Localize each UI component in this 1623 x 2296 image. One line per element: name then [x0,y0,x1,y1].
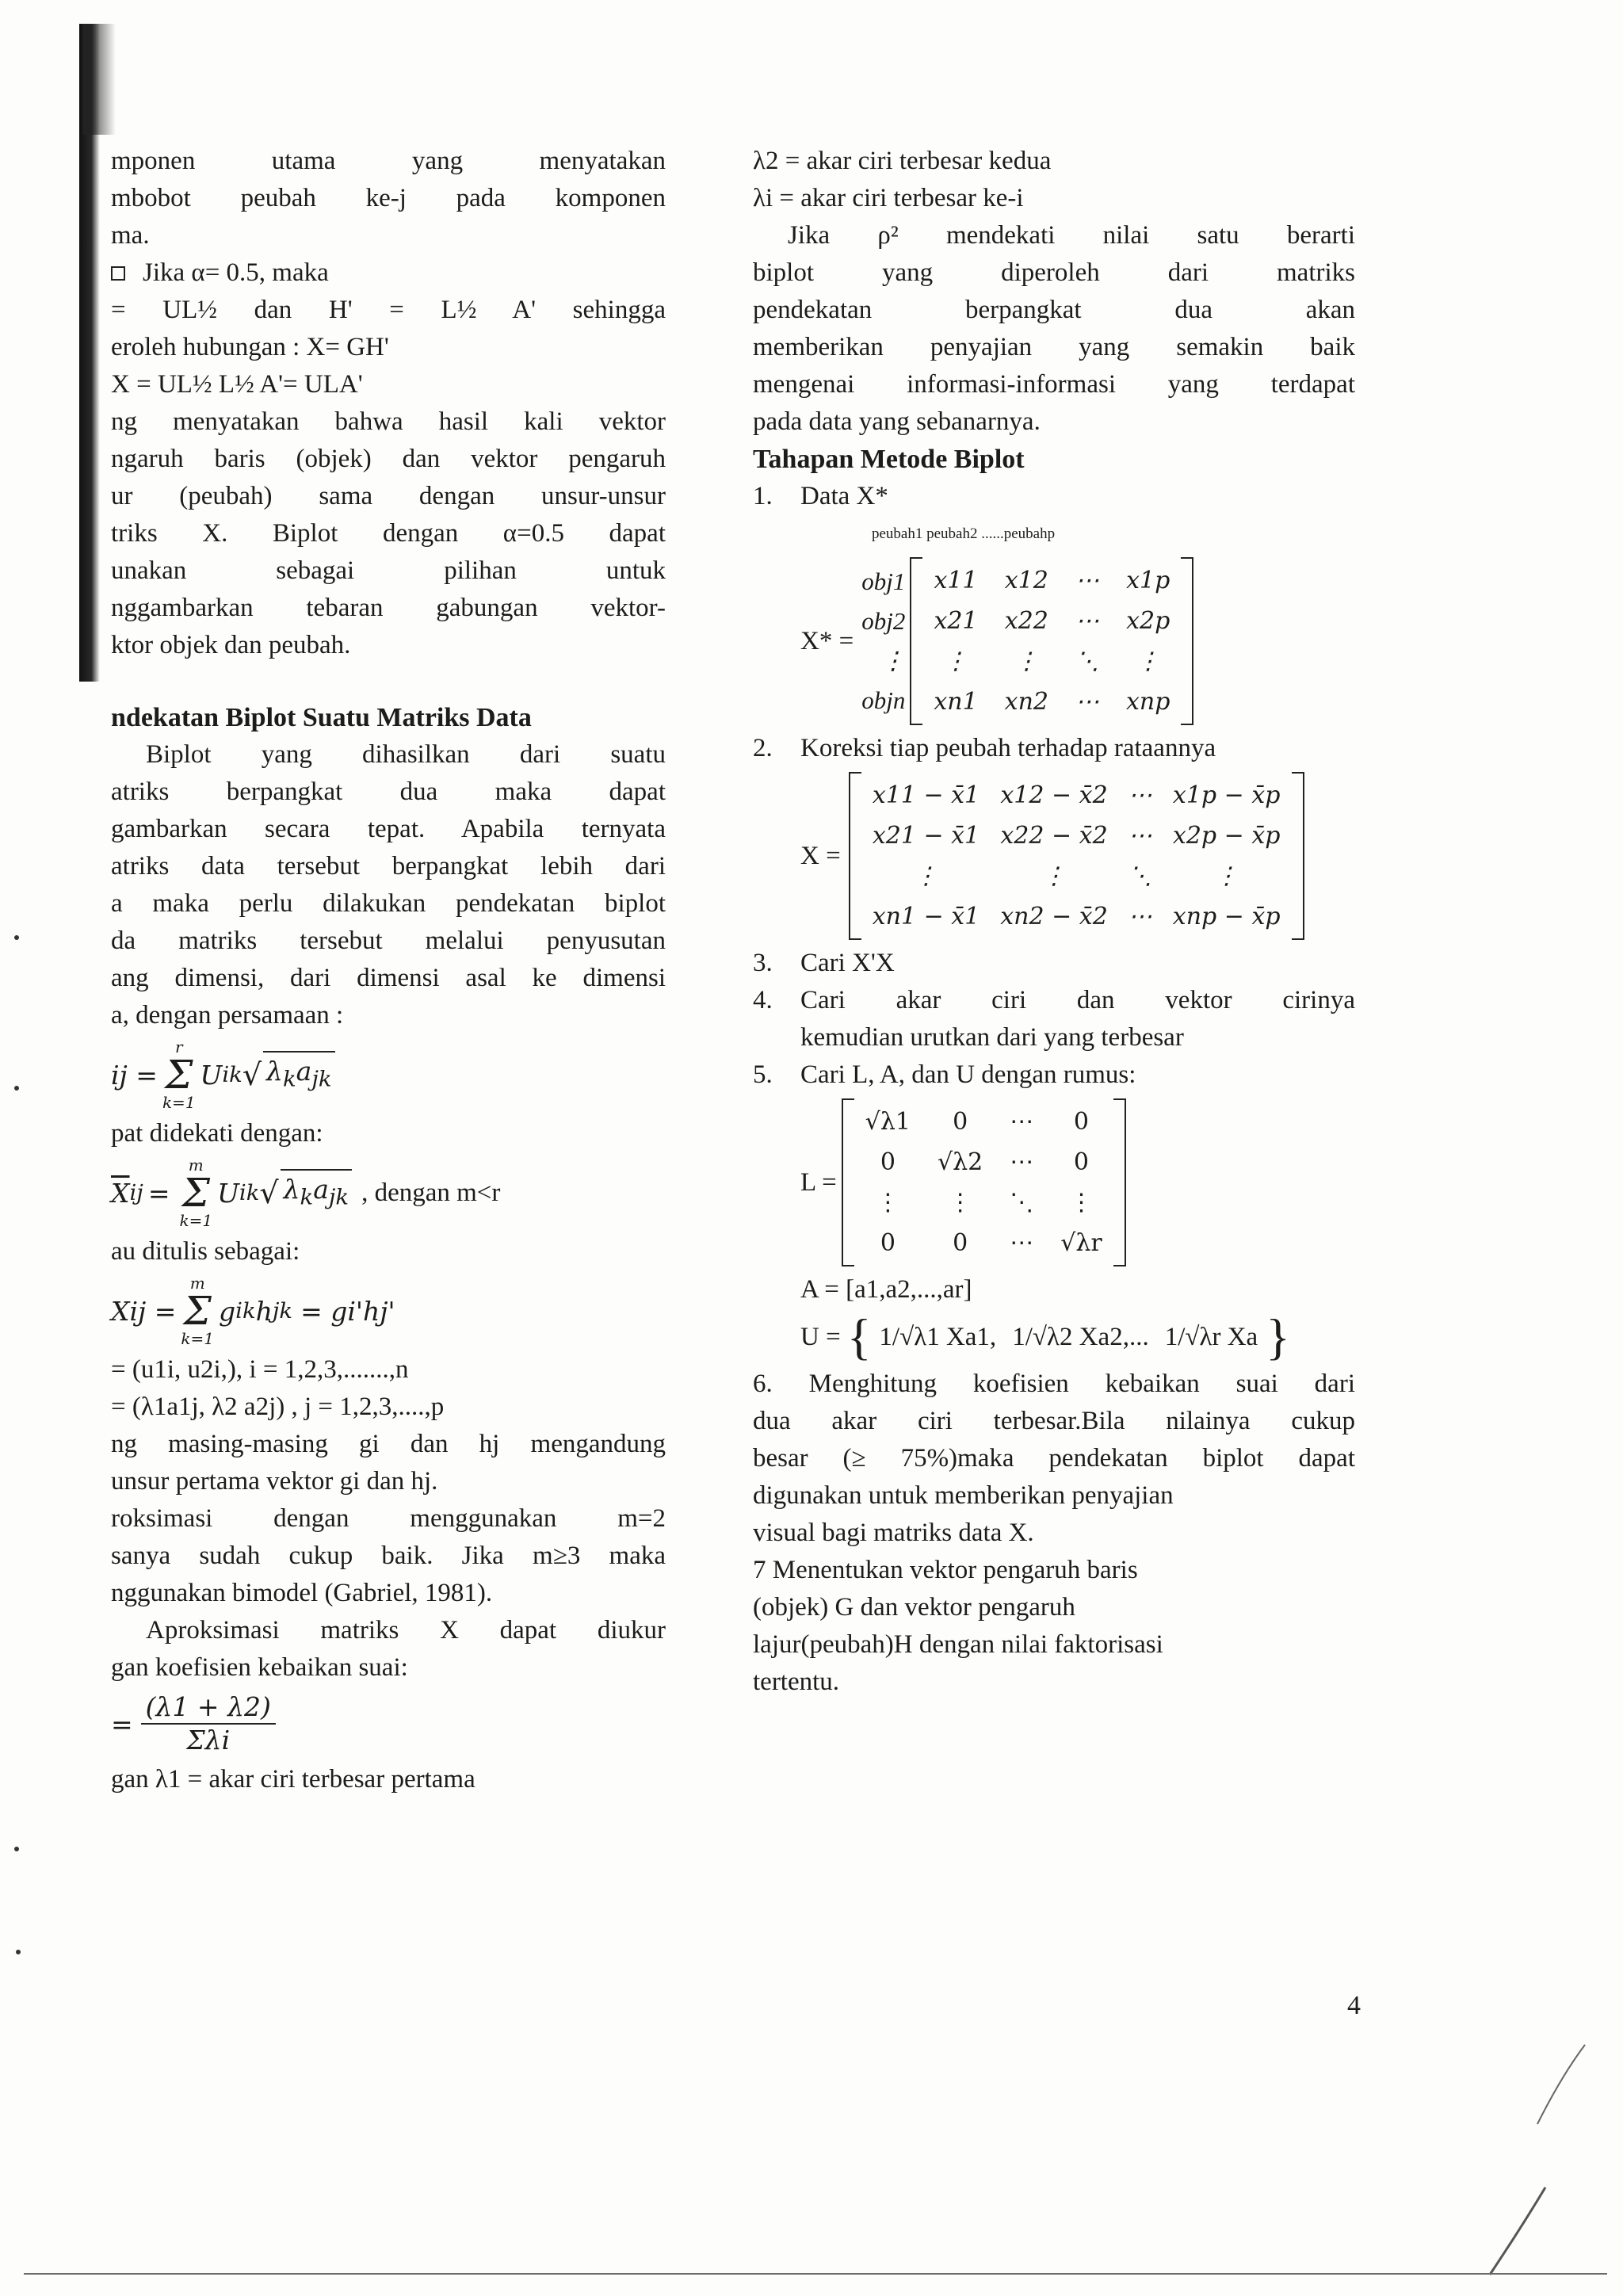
text-line: ma. [111,221,150,250]
scan-speck [14,935,19,940]
step-1: 1. Data X* [753,482,888,510]
equation-a: A = [a1,a2,...,ar] [800,1275,972,1304]
text-line: visual bagi matriks data X. [753,1519,1034,1547]
text-line: mponen utama yang menyatakan [111,147,666,175]
scan-speck [14,1086,19,1091]
text-line: = (λ1a1j, λ2 a2j) , j = 1,2,3,....,p [111,1392,445,1421]
scan-pen-mark [1426,2029,1601,2290]
matrix-x-block: X = x11 − x̄1 x12 − x̄2 ⋯ x1p − x̄p x21 − x̄1 x22 − x̄2 ⋯ x2p − x̄p ⋮ ⋮ ⋱ ⋮ xn1 − x̄1 xn2 − x̄2 ⋯ xnp − x̄p [800,772,1355,940]
step-3: 3. Cari X'X [753,949,895,977]
text-line: nggunakan bimodel (Gabriel, 1981). [111,1579,493,1607]
text-line: pada data yang sebanarnya. [753,407,1041,436]
text-line: Jika ρ² mendekati nilai satu berarti [788,221,1355,250]
section-heading: Tahapan Metode Biplot [753,445,1025,474]
text-line: besar (≥ 75%)maka pendekatan biplot dapat [753,1444,1355,1473]
equation-xij-approx: $\overline{X}$ ij = m Σ k=1 U ik √ $\lambda_ka_{jk}$ , dengan m<r [111,1156,501,1230]
text-line: a maka perlu dilakukan pendekatan biplot [111,889,666,918]
text-line: unsur pertama vektor gi dan hj. [111,1467,438,1496]
text-line: gambarkan secara tepat. Apabila ternyata [111,815,666,843]
scan-edge-line [24,2273,1607,2275]
paragraph-approximation [111,774,666,1034]
matrix-l-block: L = √λ1 0 ⋯ 0 0 √λ2 ⋯ 0 ⋮ ⋮ ⋱ ⋮ 0 0 ⋯ √λr [800,1098,1355,1266]
text-line: roksimasi dengan menggunakan m=2 [111,1504,666,1533]
matrix-row-labels: obj1 obj2 ⋮ objn [861,567,906,714]
step-2: 2. Koreksi tiap peubah terhadap rataannya [753,734,1216,762]
step-6 [753,1366,1355,1552]
text-line: da matriks tersebut melalui penyusutan [111,926,666,955]
text-line: ng masing-masing gi dan hj mengandung [111,1430,666,1458]
text-line: λ2 = akar ciri terbesar kedua [753,147,1052,175]
text-line: a, dengan persamaan : [111,1001,344,1030]
equation-gh: Xij = m Σ k=1 g ik h jk = gi'hj' [111,1274,395,1348]
sum-symbol: m Σ k=1 [181,1274,215,1348]
text-line: 6. Menghitung koefisien kebaikan suai dari [753,1370,1355,1398]
sum-symbol: m Σ k=1 [179,1156,213,1230]
text-line: digunakan untuk memberikan penyajian [753,1481,1174,1510]
left-column [111,143,666,1798]
text-line: Aproksimasi matriks X dapat diukur [146,1616,666,1645]
scan-speck [16,1950,21,1954]
equation-u: U = { 1/√λ1 Xa1, 1/√λ2 Xa2,... 1/√λr Xa } [800,1308,1290,1365]
equation-line: X = UL½ L½ A'= ULA' [111,370,363,399]
text-line: ur (peubah) sama dengan unsur-unsur [111,482,666,510]
text-line: biplot yang diperoleh dari matriks [753,258,1355,287]
text-line: gan koefisien kebaikan suai: [111,1653,408,1682]
binding-shadow-top [82,24,116,135]
scan-speck [14,1847,19,1851]
matrix-xstar-block: X* = obj1 obj2 ⋮ objn x11 x12 ⋯ x1p x21 x22 ⋯ x2p ⋮ ⋮ ⋱ ⋮ xn1 xn2 ⋯ xnp [800,557,1355,725]
text-line: au ditulis sebagai: [111,1237,300,1266]
text-line: Biplot yang dihasilkan dari suatu [146,740,666,769]
text-line: triks X. Biplot dengan α=0.5 dapat [111,519,666,548]
text-line: sanya sudah cukup baik. Jika m≥3 maka [111,1541,666,1570]
text-line: tertentu. [753,1668,840,1696]
text-line: eroleh hubungan : X= GH' [111,333,389,361]
checkbox-icon [111,266,125,281]
text-line: lajur(peubah)H dengan nilai faktorisasi [753,1630,1163,1659]
section-heading: ndekatan Biplot Suatu Matriks Data [111,703,532,732]
paragraph-biplot-alpha [111,403,666,664]
text-line: ng menyatakan bahwa hasil kali vektor [111,407,666,436]
text-line: λi = akar ciri terbesar ke-i [753,184,1024,212]
matrix-x-centered: x11 − x̄1 x12 − x̄2 ⋯ x1p − x̄p x21 − x̄1 x22 − x̄2 ⋯ x2p − x̄p ⋮ ⋮ ⋱ ⋮ xn1 − x̄1 xn2 − x̄2 ⋯ xnp − x̄p [849,772,1304,940]
equation-xij: ij = r Σ k=1 U ik √ $\lambda_ka_{jk}$ [111,1039,666,1110]
text-line: atriks berpangkat dua maka dapat [111,777,666,806]
right-column [753,143,1355,1701]
text-line: gan λ1 = akar ciri terbesar pertama [111,1765,475,1794]
equation-goodness-of-fit: = $\frac{(\lambda 1 + \lambda 2)}{\text{Σλi}}$ [111,1691,666,1756]
text-line: ktor objek dan peubah. [111,631,351,659]
sum-symbol: r Σ k=1 [162,1037,196,1112]
text-line: memberikan penyajian yang semakin baik [753,333,1355,361]
matrix-xstar: x11 x12 ⋯ x1p x21 x22 ⋯ x2p ⋮ ⋮ ⋱ ⋮ xn1 xn2 ⋯ xnp [910,557,1193,725]
text-line: nggambarkan tebaran gabungan vektor- [111,594,666,622]
matrix-column-header: peubah1 peubah2 ......peubahp [872,525,1056,542]
text-line: = (u1i, u2i,), i = 1,2,3,.......,n [111,1355,409,1384]
text-line: atriks data tersebut berpangkat lebih dari [111,852,666,881]
text-line: = UL½ dan H' = L½ A' sehingga [111,296,666,324]
sqrt-term: $\lambda_ka_{jk}$ [263,1051,334,1098]
step-5: 5. Cari L, A, dan U dengan rumus: [753,1060,1136,1089]
matrix-l: √λ1 0 ⋯ 0 0 √λ2 ⋯ 0 ⋮ ⋮ ⋱ ⋮ 0 0 ⋯ √λr [842,1098,1126,1266]
text-line: dua akar ciri terbesar.Bila nilainya cukup [753,1407,1355,1435]
page-number: 4 [1347,1991,1361,2020]
step-7 [753,1552,1355,1701]
text-line: unakan sebagai pilihan untuk [111,556,666,585]
step-4: 4. Cari akar ciri dan vektor cirinya kemudian urutkan dari yang terbesar [753,986,1355,1052]
text-line: pat didekati dengan: [111,1119,323,1148]
case-alpha: Jika α= 0.5, maka [111,254,666,292]
text-line: 7 Menentukan vektor pengaruh baris [753,1556,1138,1584]
text-line: ang dimensi, dari dimensi asal ke dimensi [111,964,666,992]
text-line: pendekatan berpangkat dua akan [753,296,1355,324]
text-line: mengenai informasi-informasi yang terdapat [753,370,1355,399]
text-line: ngaruh baris (objek) dan vektor pengaruh [111,445,666,473]
text-line: mbobot peubah ke-j pada komponen [111,184,666,212]
text-line: (objek) G dan vektor pengaruh [753,1593,1075,1622]
